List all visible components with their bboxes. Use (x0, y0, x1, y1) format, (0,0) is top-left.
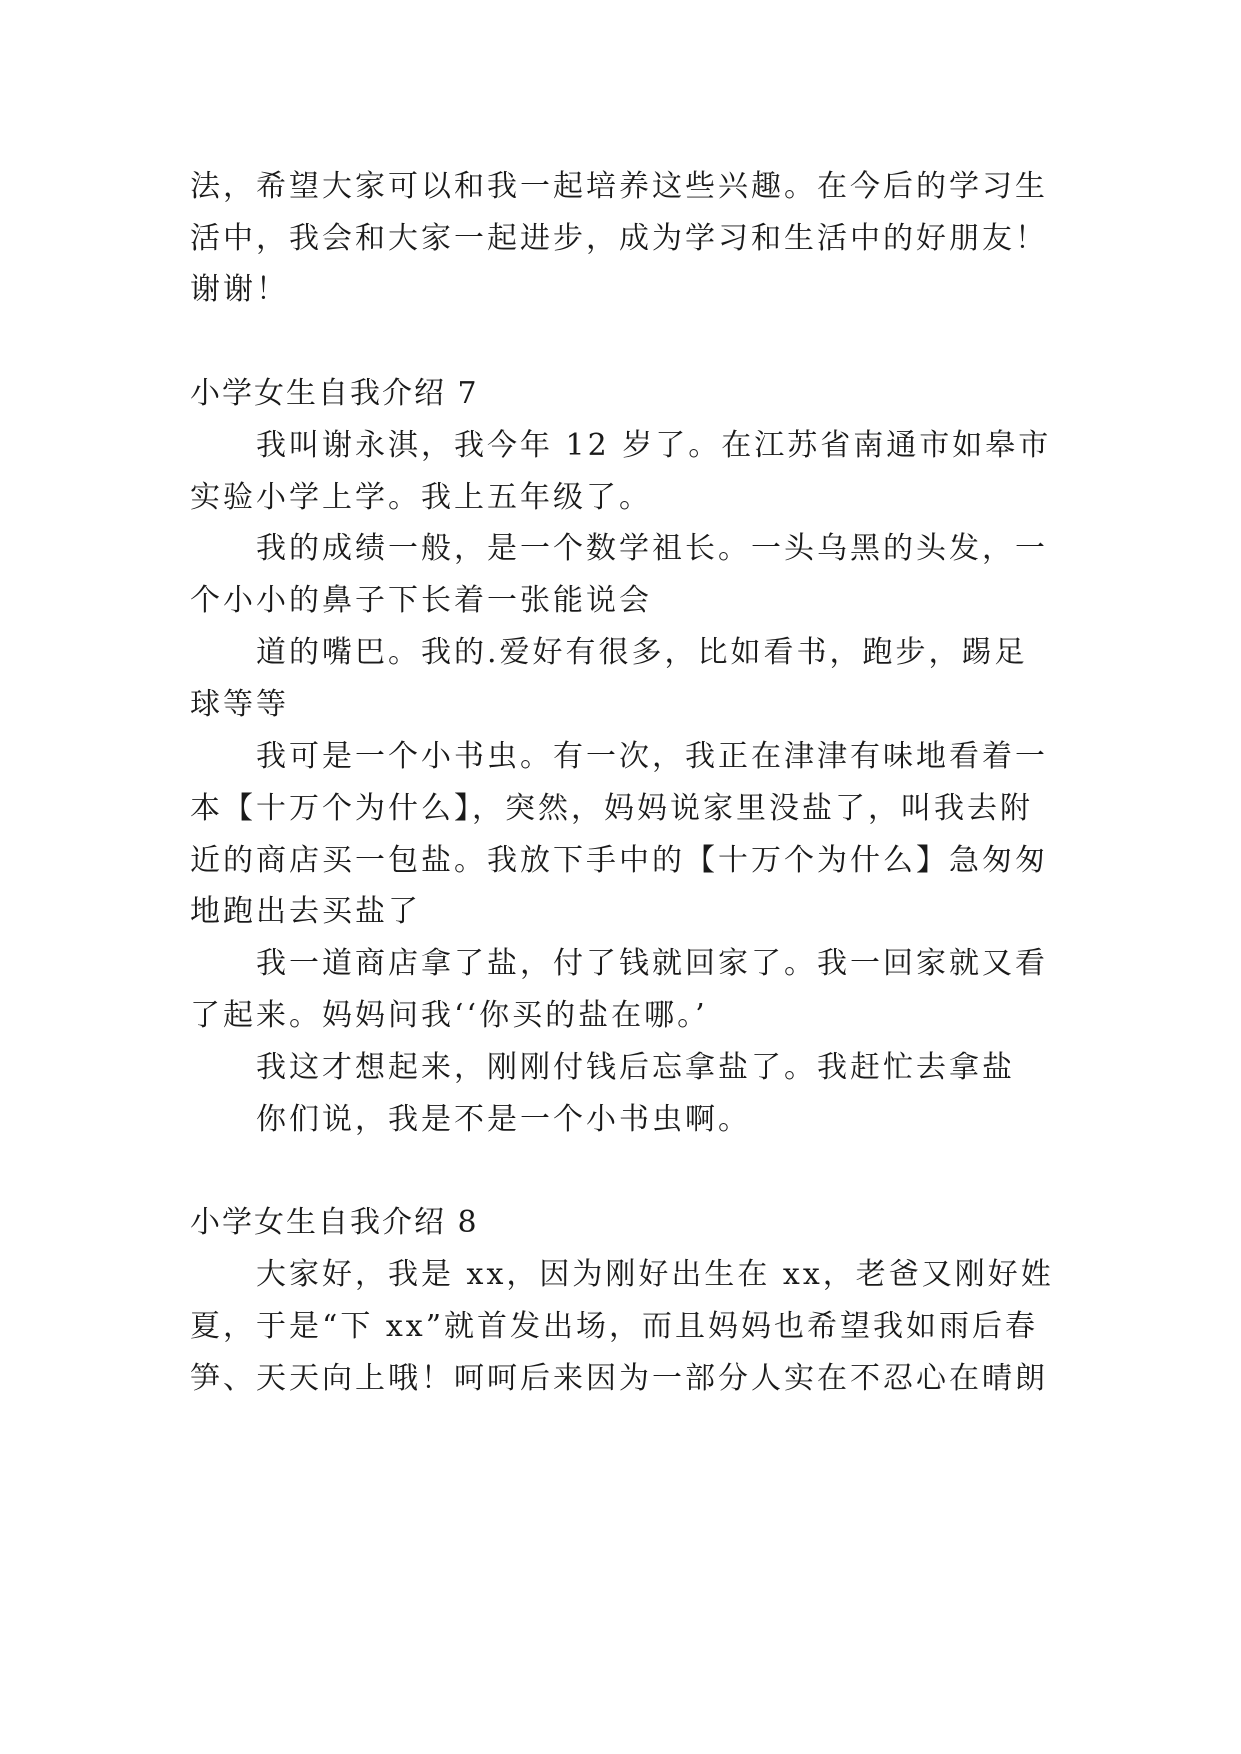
paragraph-line: 我一道商店拿了盐，付了钱就回家了。我一回家就又看 (256, 946, 1048, 981)
paragraph-line: 你们说，我是不是一个小书虫啊。 (256, 1102, 751, 1137)
paragraph-line: 地跑出去买盐了 (190, 894, 421, 929)
paragraph-line: 本【十万个为什么】，突然，妈妈说家里没盐了，叫我去附 (190, 791, 1033, 826)
paragraph-line: 笋、天天向上哦！呵呵后来因为一部分人实在不忍心在晴朗 (190, 1361, 1048, 1396)
paragraph-line: 法，希望大家可以和我一起培养这些兴趣。在今后的学习生 (190, 169, 1048, 204)
paragraph-line: 谢谢！ (190, 272, 289, 307)
section-heading: 小学女生自我介绍 8 (190, 1205, 479, 1240)
paragraph-line: 道的嘴巴。我的.爱好有很多，比如看书，跑步，踢足 (256, 635, 1028, 670)
paragraph-line: 近的商店买一包盐。我放下手中的【十万个为什么】急匆匆 (190, 843, 1048, 878)
paragraph-line: 个小小的鼻子下长着一张能说会 (190, 583, 652, 618)
paragraph-line: 大家好，我是 xx，因为刚好出生在 xx，老爸又刚好姓 (256, 1257, 1054, 1292)
paragraph-line: 我叫谢永淇，我今年 12 岁了。在江苏省南通市如皋市 (256, 428, 1052, 463)
paragraph-line: 活中，我会和大家一起进步，成为学习和生活中的好朋友！ (190, 221, 1048, 256)
paragraph-line: 了起来。妈妈问我‘‘你买的盐在哪。’ (190, 998, 708, 1033)
paragraph-line: 我可是一个小书虫。有一次，我正在津津有味地看着一 (256, 739, 1048, 774)
paragraph-line: 夏，于是“下 xx”就首发出场，而且妈妈也希望我如雨后春 (190, 1309, 1039, 1344)
paragraph-line: 实验小学上学。我上五年级了。 (190, 480, 652, 515)
paragraph-line: 我的成绩一般，是一个数学祖长。一头乌黑的头发，一 (256, 531, 1048, 566)
paragraph-line: 球等等 (190, 687, 289, 722)
section-heading: 小学女生自我介绍 7 (190, 376, 479, 411)
paragraph-line: 我这才想起来，刚刚付钱后忘拿盐了。我赶忙去拿盐 (256, 1050, 1015, 1085)
